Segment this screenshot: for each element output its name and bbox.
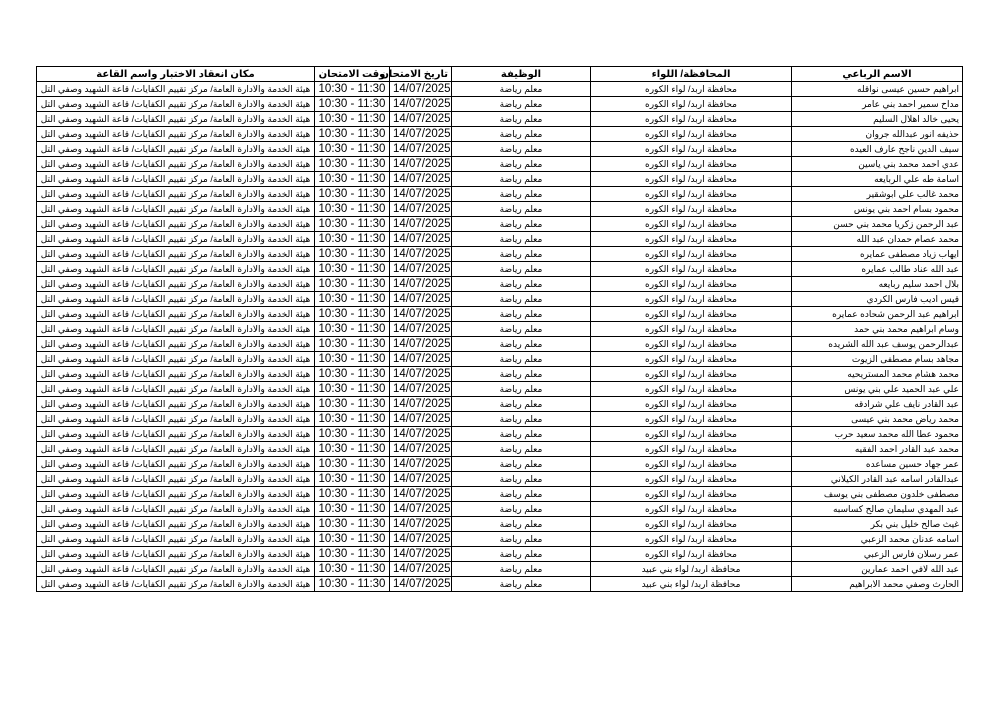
cell-exam-location: هيئة الخدمة والادارة العامة/ مركز تقييم الكفايات/ قاعة الشهيد وصفي التل (37, 367, 315, 382)
cell-governorate: محافظة اربد/ لواء الكوره (591, 487, 792, 502)
table-header-row (37, 67, 963, 82)
table-row (37, 352, 963, 367)
cell-job: معلم رياضة (452, 367, 591, 382)
table-row (37, 397, 963, 412)
cell-job: معلم رياضة (452, 172, 591, 187)
cell-exam-time: 10:30 - 11:30 (315, 352, 390, 367)
cell-job: معلم رياضة (452, 442, 591, 457)
cell-exam-location: هيئة الخدمة والادارة العامة/ مركز تقييم الكفايات/ قاعة الشهيد وصفي التل (37, 412, 315, 427)
header-job: الوظيفة (452, 67, 591, 82)
cell-exam-time: 10:30 - 11:30 (315, 292, 390, 307)
table-row (37, 277, 963, 292)
cell-exam-time: 10:30 - 11:30 (315, 187, 390, 202)
cell-full-name: عبدالقادر اسامه عبد القادر الكيلاني (792, 472, 963, 487)
cell-full-name: محمد هشام محمد المستريحيه (792, 367, 963, 382)
cell-exam-time: 10:30 - 11:30 (315, 517, 390, 532)
cell-exam-location: هيئة الخدمة والادارة العامة/ مركز تقييم الكفايات/ قاعة الشهيد وصفي التل (37, 262, 315, 277)
cell-exam-time: 10:30 - 11:30 (315, 82, 390, 97)
cell-exam-time: 10:30 - 11:30 (315, 337, 390, 352)
cell-exam-location: هيئة الخدمة والادارة العامة/ مركز تقييم الكفايات/ قاعة الشهيد وصفي التل (37, 547, 315, 562)
cell-exam-date: 14/07/2025 (390, 547, 452, 562)
cell-exam-time: 10:30 - 11:30 (315, 397, 390, 412)
cell-job: معلم رياضة (452, 112, 591, 127)
cell-full-name: عبد الله لافي احمد عمارين (792, 562, 963, 577)
cell-exam-location: هيئة الخدمة والادارة العامة/ مركز تقييم الكفايات/ قاعة الشهيد وصفي التل (37, 142, 315, 157)
table-row (37, 112, 963, 127)
cell-exam-location: هيئة الخدمة والادارة العامة/ مركز تقييم الكفايات/ قاعة الشهيد وصفي التل (37, 457, 315, 472)
cell-job: معلم رياضة (452, 412, 591, 427)
cell-governorate: محافظة اربد/ لواء الكوره (591, 127, 792, 142)
cell-job: معلم رياضة (452, 97, 591, 112)
cell-exam-date: 14/07/2025 (390, 112, 452, 127)
cell-exam-date: 14/07/2025 (390, 397, 452, 412)
cell-exam-date: 14/07/2025 (390, 472, 452, 487)
table-row (37, 517, 963, 532)
cell-job: معلم رياضة (452, 457, 591, 472)
cell-exam-time: 10:30 - 11:30 (315, 277, 390, 292)
table-body (37, 82, 963, 592)
cell-exam-time: 10:30 - 11:30 (315, 307, 390, 322)
cell-job: معلم رياضة (452, 517, 591, 532)
exam-schedule-sheet (36, 66, 962, 592)
cell-exam-time: 10:30 - 11:30 (315, 547, 390, 562)
table-row (37, 427, 963, 442)
cell-exam-location: هيئة الخدمة والادارة العامة/ مركز تقييم الكفايات/ قاعة الشهيد وصفي التل (37, 442, 315, 457)
cell-exam-location: هيئة الخدمة والادارة العامة/ مركز تقييم الكفايات/ قاعة الشهيد وصفي التل (37, 217, 315, 232)
table-row (37, 532, 963, 547)
table-row (37, 562, 963, 577)
cell-job: معلم رياضة (452, 292, 591, 307)
cell-exam-location: هيئة الخدمة والادارة العامة/ مركز تقييم الكفايات/ قاعة الشهيد وصفي التل (37, 292, 315, 307)
cell-exam-location: هيئة الخدمة والادارة العامة/ مركز تقييم الكفايات/ قاعة الشهيد وصفي التل (37, 322, 315, 337)
cell-exam-date: 14/07/2025 (390, 442, 452, 457)
cell-governorate: محافظة اربد/ لواء بني عبيد (591, 577, 792, 592)
table-row (37, 367, 963, 382)
cell-exam-time: 10:30 - 11:30 (315, 112, 390, 127)
header-full-name: الاسم الرباعي (792, 67, 963, 82)
cell-governorate: محافظة اربد/ لواء الكوره (591, 172, 792, 187)
cell-governorate: محافظة اربد/ لواء الكوره (591, 112, 792, 127)
cell-exam-location: هيئة الخدمة والادارة العامة/ مركز تقييم الكفايات/ قاعة الشهيد وصفي التل (37, 112, 315, 127)
cell-exam-time: 10:30 - 11:30 (315, 232, 390, 247)
cell-exam-date: 14/07/2025 (390, 412, 452, 427)
table-row (37, 187, 963, 202)
cell-governorate: محافظة اربد/ لواء الكوره (591, 337, 792, 352)
cell-full-name: ابراهيم حسين عيسى نواقله (792, 82, 963, 97)
cell-exam-time: 10:30 - 11:30 (315, 487, 390, 502)
cell-exam-time: 10:30 - 11:30 (315, 472, 390, 487)
cell-exam-time: 10:30 - 11:30 (315, 442, 390, 457)
cell-exam-date: 14/07/2025 (390, 577, 452, 592)
cell-exam-date: 14/07/2025 (390, 367, 452, 382)
cell-governorate: محافظة اربد/ لواء الكوره (591, 217, 792, 232)
cell-exam-location: هيئة الخدمة والادارة العامة/ مركز تقييم الكفايات/ قاعة الشهيد وصفي التل (37, 232, 315, 247)
cell-exam-location: هيئة الخدمة والادارة العامة/ مركز تقييم الكفايات/ قاعة الشهيد وصفي التل (37, 487, 315, 502)
table-row (37, 217, 963, 232)
cell-exam-date: 14/07/2025 (390, 427, 452, 442)
cell-governorate: محافظة اربد/ لواء الكوره (591, 367, 792, 382)
cell-job: معلم رياضة (452, 307, 591, 322)
cell-exam-date: 14/07/2025 (390, 172, 452, 187)
cell-governorate: محافظة اربد/ لواء الكوره (591, 202, 792, 217)
cell-job: معلم رياضة (452, 562, 591, 577)
table-row (37, 127, 963, 142)
cell-full-name: قيس اديب فارس الكردي (792, 292, 963, 307)
table-row (37, 547, 963, 562)
cell-full-name: سيف الدين ناجح عارف العيده (792, 142, 963, 157)
cell-governorate: محافظة اربد/ لواء الكوره (591, 232, 792, 247)
cell-full-name: محمد غالب علي ابوشقير (792, 187, 963, 202)
cell-exam-location: هيئة الخدمة والادارة العامة/ مركز تقييم الكفايات/ قاعة الشهيد وصفي التل (37, 397, 315, 412)
cell-governorate: محافظة اربد/ لواء الكوره (591, 82, 792, 97)
cell-exam-location: هيئة الخدمة والادارة العامة/ مركز تقييم الكفايات/ قاعة الشهيد وصفي التل (37, 337, 315, 352)
cell-job: معلم رياضة (452, 127, 591, 142)
cell-job: معلم رياضة (452, 547, 591, 562)
header-exam-location: مكان انعقاد الاختبار واسم القاعة (37, 67, 315, 82)
cell-exam-date: 14/07/2025 (390, 232, 452, 247)
cell-exam-date: 14/07/2025 (390, 337, 452, 352)
cell-exam-date: 14/07/2025 (390, 202, 452, 217)
cell-exam-time: 10:30 - 11:30 (315, 562, 390, 577)
cell-exam-location: هيئة الخدمة والادارة العامة/ مركز تقييم الكفايات/ قاعة الشهيد وصفي التل (37, 427, 315, 442)
cell-full-name: محمود عطا الله محمد سعيد حرب (792, 427, 963, 442)
cell-exam-date: 14/07/2025 (390, 457, 452, 472)
cell-full-name: ايهاب زياد مصطفى عمايره (792, 247, 963, 262)
cell-exam-time: 10:30 - 11:30 (315, 382, 390, 397)
table-row (37, 502, 963, 517)
cell-full-name: ابراهيم عبد الرحمن شحاده عمايره (792, 307, 963, 322)
cell-exam-date: 14/07/2025 (390, 487, 452, 502)
cell-job: معلم رياضة (452, 397, 591, 412)
cell-exam-location: هيئة الخدمة والادارة العامة/ مركز تقييم الكفايات/ قاعة الشهيد وصفي التل (37, 502, 315, 517)
cell-exam-time: 10:30 - 11:30 (315, 217, 390, 232)
cell-governorate: محافظة اربد/ لواء الكوره (591, 397, 792, 412)
cell-governorate: محافظة اربد/ لواء الكوره (591, 517, 792, 532)
cell-exam-time: 10:30 - 11:30 (315, 172, 390, 187)
cell-exam-location: هيئة الخدمة والادارة العامة/ مركز تقييم الكفايات/ قاعة الشهيد وصفي التل (37, 532, 315, 547)
cell-full-name: غيث صالح خليل بني بكر (792, 517, 963, 532)
cell-full-name: محمد عصام حمدان عبد الله (792, 232, 963, 247)
cell-job: معلم رياضة (452, 382, 591, 397)
cell-exam-date: 14/07/2025 (390, 292, 452, 307)
cell-exam-date: 14/07/2025 (390, 262, 452, 277)
cell-exam-date: 14/07/2025 (390, 277, 452, 292)
cell-job: معلم رياضة (452, 157, 591, 172)
cell-exam-time: 10:30 - 11:30 (315, 127, 390, 142)
cell-exam-location: هيئة الخدمة والادارة العامة/ مركز تقييم الكفايات/ قاعة الشهيد وصفي التل (37, 472, 315, 487)
cell-job: معلم رياضة (452, 487, 591, 502)
cell-full-name: وسام ابراهيم محمد بني حمد (792, 322, 963, 337)
cell-exam-time: 10:30 - 11:30 (315, 532, 390, 547)
cell-governorate: محافظة اربد/ لواء الكوره (591, 472, 792, 487)
table-row (37, 247, 963, 262)
cell-governorate: محافظة اربد/ لواء الكوره (591, 457, 792, 472)
cell-governorate: محافظة اربد/ لواء الكوره (591, 187, 792, 202)
table-row (37, 412, 963, 427)
table-row (37, 337, 963, 352)
table-row (37, 472, 963, 487)
cell-exam-time: 10:30 - 11:30 (315, 367, 390, 382)
cell-governorate: محافظة اربد/ لواء الكوره (591, 292, 792, 307)
cell-full-name: محمود بسام احمد بني يونس (792, 202, 963, 217)
cell-full-name: بلال احمد سليم ربايعه (792, 277, 963, 292)
cell-governorate: محافظة اربد/ لواء الكوره (591, 277, 792, 292)
cell-governorate: محافظة اربد/ لواء الكوره (591, 157, 792, 172)
cell-full-name: حذيفه انور عبدالله جروان (792, 127, 963, 142)
cell-governorate: محافظة اربد/ لواء الكوره (591, 322, 792, 337)
cell-full-name: علي عبد الحميد علي بني يونس (792, 382, 963, 397)
cell-exam-location: هيئة الخدمة والادارة العامة/ مركز تقييم الكفايات/ قاعة الشهيد وصفي التل (37, 202, 315, 217)
cell-job: معلم رياضة (452, 337, 591, 352)
exam-schedule-table (36, 66, 963, 592)
cell-governorate: محافظة اربد/ لواء الكوره (591, 412, 792, 427)
table-row (37, 307, 963, 322)
cell-exam-location: هيئة الخدمة والادارة العامة/ مركز تقييم الكفايات/ قاعة الشهيد وصفي التل (37, 562, 315, 577)
table-row (37, 382, 963, 397)
cell-exam-date: 14/07/2025 (390, 307, 452, 322)
cell-exam-date: 14/07/2025 (390, 142, 452, 157)
table-row (37, 577, 963, 592)
cell-exam-location: هيئة الخدمة والادارة العامة/ مركز تقييم الكفايات/ قاعة الشهيد وصفي التل (37, 127, 315, 142)
cell-governorate: محافظة اربد/ لواء بني عبيد (591, 562, 792, 577)
cell-exam-location: هيئة الخدمة والادارة العامة/ مركز تقييم الكفايات/ قاعة الشهيد وصفي التل (37, 157, 315, 172)
cell-job: معلم رياضة (452, 232, 591, 247)
cell-job: معلم رياضة (452, 262, 591, 277)
cell-exam-time: 10:30 - 11:30 (315, 322, 390, 337)
cell-full-name: عمر رسلان فارس الزعبي (792, 547, 963, 562)
cell-exam-location: هيئة الخدمة والادارة العامة/ مركز تقييم الكفايات/ قاعة الشهيد وصفي التل (37, 517, 315, 532)
cell-exam-date: 14/07/2025 (390, 532, 452, 547)
cell-exam-location: هيئة الخدمة والادارة العامة/ مركز تقييم الكفايات/ قاعة الشهيد وصفي التل (37, 577, 315, 592)
table-row (37, 292, 963, 307)
cell-job: معلم رياضة (452, 352, 591, 367)
cell-exam-time: 10:30 - 11:30 (315, 262, 390, 277)
table-row (37, 487, 963, 502)
cell-full-name: عبد الرحمن زكريا محمد بني حسن (792, 217, 963, 232)
cell-governorate: محافظة اربد/ لواء الكوره (591, 97, 792, 112)
cell-exam-time: 10:30 - 11:30 (315, 427, 390, 442)
cell-job: معلم رياضة (452, 202, 591, 217)
cell-job: معلم رياضة (452, 427, 591, 442)
cell-full-name: عبد المهدي سليمان صالح كساسبه (792, 502, 963, 517)
cell-governorate: محافظة اربد/ لواء الكوره (591, 502, 792, 517)
cell-full-name: عبد القادر نايف علي شرادقه (792, 397, 963, 412)
cell-governorate: محافظة اربد/ لواء الكوره (591, 442, 792, 457)
cell-exam-date: 14/07/2025 (390, 187, 452, 202)
cell-exam-time: 10:30 - 11:30 (315, 142, 390, 157)
cell-exam-date: 14/07/2025 (390, 502, 452, 517)
cell-exam-date: 14/07/2025 (390, 247, 452, 262)
cell-job: معلم رياضة (452, 82, 591, 97)
table-row (37, 157, 963, 172)
cell-exam-location: هيئة الخدمة والادارة العامة/ مركز تقييم الكفايات/ قاعة الشهيد وصفي التل (37, 277, 315, 292)
cell-governorate: محافظة اربد/ لواء الكوره (591, 262, 792, 277)
cell-full-name: اسامة طه علي الربايعه (792, 172, 963, 187)
cell-job: معلم رياضة (452, 142, 591, 157)
cell-job: معلم رياضة (452, 322, 591, 337)
table-row (37, 232, 963, 247)
cell-exam-location: هيئة الخدمة والادارة العامة/ مركز تقييم الكفايات/ قاعة الشهيد وصفي التل (37, 247, 315, 262)
cell-exam-time: 10:30 - 11:30 (315, 97, 390, 112)
table-row (37, 322, 963, 337)
cell-job: معلم رياضة (452, 217, 591, 232)
cell-job: معلم رياضة (452, 187, 591, 202)
cell-governorate: محافظة اربد/ لواء الكوره (591, 352, 792, 367)
cell-exam-location: هيئة الخدمة والادارة العامة/ مركز تقييم الكفايات/ قاعة الشهيد وصفي التل (37, 307, 315, 322)
cell-exam-time: 10:30 - 11:30 (315, 412, 390, 427)
cell-exam-location: هيئة الخدمة والادارة العامة/ مركز تقييم الكفايات/ قاعة الشهيد وصفي التل (37, 172, 315, 187)
cell-governorate: محافظة اربد/ لواء الكوره (591, 142, 792, 157)
cell-full-name: الحارث وصفي محمد الابراهيم (792, 577, 963, 592)
cell-exam-date: 14/07/2025 (390, 382, 452, 397)
cell-full-name: مصطفى خلدون مصطفى بني يوسف (792, 487, 963, 502)
cell-full-name: عبد الله عناد طالب عمايره (792, 262, 963, 277)
table-row (37, 172, 963, 187)
cell-exam-location: هيئة الخدمة والادارة العامة/ مركز تقييم الكفايات/ قاعة الشهيد وصفي التل (37, 82, 315, 97)
cell-governorate: محافظة اربد/ لواء الكوره (591, 427, 792, 442)
cell-full-name: اسامه عدنان محمد الزعبي (792, 532, 963, 547)
cell-governorate: محافظة اربد/ لواء الكوره (591, 382, 792, 397)
header-governorate: المحافظة/ اللواء (591, 67, 792, 82)
cell-governorate: محافظة اربد/ لواء الكوره (591, 247, 792, 262)
table-row (37, 442, 963, 457)
table-row (37, 262, 963, 277)
cell-exam-date: 14/07/2025 (390, 517, 452, 532)
cell-full-name: محمد عبد القادر احمد الفقيه (792, 442, 963, 457)
cell-exam-date: 14/07/2025 (390, 352, 452, 367)
cell-exam-date: 14/07/2025 (390, 97, 452, 112)
cell-full-name: عدي احمد محمد بني ياسين (792, 157, 963, 172)
cell-job: معلم رياضة (452, 577, 591, 592)
header-exam-date: تاريخ الامتحان (390, 67, 452, 82)
cell-job: معلم رياضة (452, 277, 591, 292)
cell-job: معلم رياضة (452, 472, 591, 487)
cell-full-name: عمر جهاد حسين مساعده (792, 457, 963, 472)
cell-job: معلم رياضة (452, 247, 591, 262)
cell-full-name: محمد رياض محمد بني عيسى (792, 412, 963, 427)
table-row (37, 202, 963, 217)
cell-exam-location: هيئة الخدمة والادارة العامة/ مركز تقييم الكفايات/ قاعة الشهيد وصفي التل (37, 382, 315, 397)
table-row (37, 457, 963, 472)
cell-full-name: يحيى خالد اهلال السليم (792, 112, 963, 127)
table-row (37, 82, 963, 97)
cell-exam-time: 10:30 - 11:30 (315, 247, 390, 262)
cell-full-name: مداح سمير احمد بني عامر (792, 97, 963, 112)
cell-exam-time: 10:30 - 11:30 (315, 457, 390, 472)
cell-exam-time: 10:30 - 11:30 (315, 157, 390, 172)
cell-exam-location: هيئة الخدمة والادارة العامة/ مركز تقييم الكفايات/ قاعة الشهيد وصفي التل (37, 352, 315, 367)
cell-governorate: محافظة اربد/ لواء الكوره (591, 532, 792, 547)
cell-job: معلم رياضة (452, 532, 591, 547)
table-row (37, 142, 963, 157)
cell-exam-time: 10:30 - 11:30 (315, 502, 390, 517)
cell-governorate: محافظة اربد/ لواء الكوره (591, 307, 792, 322)
cell-exam-time: 10:30 - 11:30 (315, 202, 390, 217)
cell-exam-date: 14/07/2025 (390, 157, 452, 172)
cell-job: معلم رياضة (452, 502, 591, 517)
cell-exam-location: هيئة الخدمة والادارة العامة/ مركز تقييم الكفايات/ قاعة الشهيد وصفي التل (37, 97, 315, 112)
cell-governorate: محافظة اربد/ لواء الكوره (591, 547, 792, 562)
cell-full-name: مجاهد بسام مصطفى الزيوت (792, 352, 963, 367)
header-exam-time: وقت الامتحان (315, 67, 390, 82)
cell-exam-date: 14/07/2025 (390, 82, 452, 97)
cell-full-name: عبدالرحمن يوسف عبد الله الشريده (792, 337, 963, 352)
cell-exam-date: 14/07/2025 (390, 127, 452, 142)
table-row (37, 97, 963, 112)
cell-exam-date: 14/07/2025 (390, 217, 452, 232)
cell-exam-time: 10:30 - 11:30 (315, 577, 390, 592)
cell-exam-date: 14/07/2025 (390, 562, 452, 577)
cell-exam-location: هيئة الخدمة والادارة العامة/ مركز تقييم الكفايات/ قاعة الشهيد وصفي التل (37, 187, 315, 202)
cell-exam-date: 14/07/2025 (390, 322, 452, 337)
